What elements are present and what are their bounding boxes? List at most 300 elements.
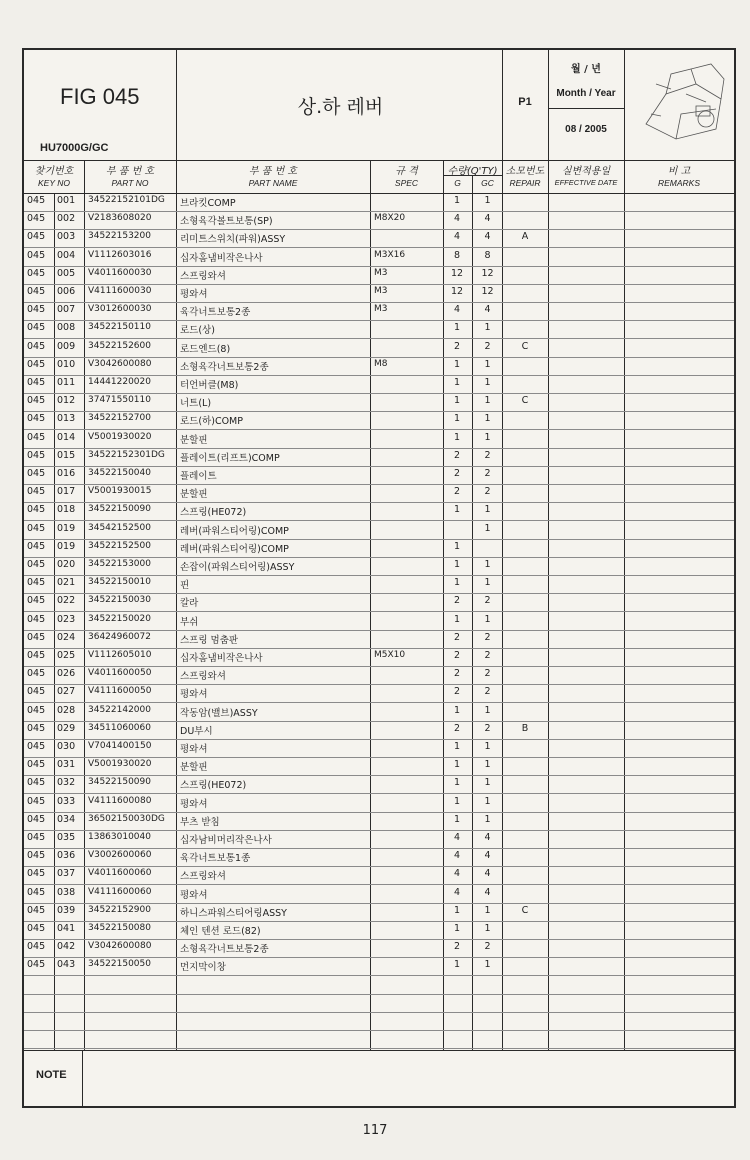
cell-g: 2 <box>453 595 461 607</box>
cell-key: 002 <box>57 213 76 225</box>
cell-gc: 2 <box>484 668 491 680</box>
cell-key: 019 <box>57 540 76 552</box>
column-header <box>24 160 734 194</box>
cell-part: V4111600050 <box>88 686 152 697</box>
table-row <box>24 885 734 904</box>
cell-name: 로드(상) <box>180 325 215 337</box>
table-row <box>24 484 734 503</box>
cell-g: 2 <box>453 340 461 352</box>
table-row <box>24 666 734 685</box>
cell-gc: 1 <box>484 904 491 916</box>
cell-g: 1 <box>453 413 461 425</box>
cell-rep: B <box>521 722 529 734</box>
cell-grp: 045 <box>27 522 46 534</box>
cell-grp: 045 <box>27 777 46 789</box>
cell-part: V5001930020 <box>88 759 152 770</box>
cell-key: 038 <box>57 886 76 898</box>
cell-g: 4 <box>453 832 461 843</box>
remarks-header: REMARKS <box>657 178 701 188</box>
cell-gc: 1 <box>484 741 491 752</box>
cell-name: 손잡이(파워스티어링)ASSY <box>180 562 295 573</box>
cell-gc: 1 <box>484 959 491 971</box>
cell-key: 001 <box>57 195 76 206</box>
cell-g: 1 <box>453 504 461 516</box>
cell-gc: 4 <box>484 868 491 880</box>
cell-name: 리미트스위치(파워)ASSY <box>180 234 286 246</box>
cell-grp: 045 <box>27 267 46 279</box>
cell-gc: 1 <box>484 613 491 625</box>
table-row <box>24 430 734 449</box>
cell-grp: 045 <box>27 540 46 552</box>
cell-key: 025 <box>57 650 76 661</box>
table-row <box>24 521 734 540</box>
cell-grp: 045 <box>27 631 46 643</box>
part-name-header: PART NAME <box>248 178 298 188</box>
cell-gc: 2 <box>484 468 491 479</box>
table-row <box>24 575 734 594</box>
cell-grp: 045 <box>27 832 46 843</box>
table-row <box>24 193 734 212</box>
cell-name: 스프링와셔 <box>180 671 226 683</box>
cell-g: 2 <box>453 468 461 479</box>
table-row <box>24 266 734 285</box>
cell-key: 039 <box>57 904 76 916</box>
table-row <box>24 302 734 321</box>
cell-part: 34522150090 <box>88 777 151 788</box>
cell-gc: 2 <box>484 650 491 661</box>
table-row <box>24 976 734 995</box>
cell-g: 1 <box>453 377 461 388</box>
cell-spec: M8X20 <box>374 213 406 224</box>
table-row <box>24 393 734 412</box>
cell-g: 1 <box>453 777 461 789</box>
key-no-header: KEY NO <box>38 178 70 188</box>
cell-g: 2 <box>453 941 461 953</box>
cell-g: 1 <box>453 795 461 807</box>
cell-part: 34522152600 <box>88 340 151 351</box>
cell-part: 34522142000 <box>88 704 151 715</box>
cell-g: 4 <box>453 886 461 898</box>
cell-spec: M3 <box>374 267 388 278</box>
table-row <box>24 703 734 722</box>
cell-grp: 045 <box>27 486 46 498</box>
cell-gc: 1 <box>484 395 491 407</box>
table-row <box>24 1012 734 1031</box>
cell-g: 1 <box>453 195 461 206</box>
table-row <box>24 375 734 394</box>
cell-grp: 045 <box>27 886 46 898</box>
cell-g: 1 <box>453 559 461 570</box>
table-row <box>24 539 734 558</box>
cell-name: 레버(파워스티어링)COMP <box>180 543 289 555</box>
cell-grp: 045 <box>27 813 46 825</box>
cell-part: V4111600060 <box>88 886 152 897</box>
cell-gc: 4 <box>484 886 491 898</box>
table-row <box>24 848 734 867</box>
cell-part: 14441220020 <box>88 377 151 387</box>
table-row <box>24 939 734 958</box>
table-row <box>24 320 734 339</box>
table-row <box>24 557 734 576</box>
cell-grp: 045 <box>27 795 46 807</box>
cell-g: 2 <box>453 631 461 643</box>
cell-gc: 1 <box>484 358 491 370</box>
cell-g: 1 <box>453 959 461 971</box>
spec-header-ko: 규 격 <box>395 166 418 177</box>
cell-grp: 045 <box>27 959 46 971</box>
cell-name: 핀 <box>180 580 190 592</box>
cell-key: 033 <box>57 795 76 807</box>
cell-name: 소형육각볼트보통(SP) <box>180 216 273 228</box>
cell-key: 030 <box>57 741 76 752</box>
cell-part: 34522150020 <box>88 613 151 624</box>
cell-grp: 045 <box>27 358 46 370</box>
cell-part: 34522152101DG <box>88 195 165 205</box>
cell-part: 34522150050 <box>88 959 151 970</box>
cell-g: 1 <box>453 322 461 334</box>
cell-grp: 045 <box>27 904 46 916</box>
table-row <box>24 339 734 358</box>
cell-grp: 045 <box>27 559 46 570</box>
cell-g: 8 <box>453 249 461 261</box>
note-label: NOTE <box>36 1069 67 1081</box>
cell-grp: 045 <box>27 395 46 407</box>
cell-gc: 8 <box>484 249 491 261</box>
cell-grp: 045 <box>27 577 46 589</box>
cell-gc: 1 <box>484 504 491 516</box>
cell-grp: 045 <box>27 650 46 661</box>
spec-header: SPEC <box>394 178 419 188</box>
cell-key: 035 <box>57 832 76 843</box>
machine-thumbnail-icon <box>636 54 732 150</box>
cell-grp: 045 <box>27 704 46 716</box>
cell-key: 017 <box>57 486 76 498</box>
cell-gc: 1 <box>484 795 491 807</box>
cell-gc: 1 <box>484 377 491 388</box>
cell-grp: 045 <box>27 504 46 516</box>
cell-key: 011 <box>57 377 76 388</box>
cell-name: 레버(파워스티어링)COMP <box>180 525 289 537</box>
cell-rep: A <box>521 231 529 243</box>
cell-name: 칼라 <box>180 598 199 610</box>
cell-key: 034 <box>57 813 76 825</box>
cell-grp: 045 <box>27 231 46 243</box>
page-id: P1 <box>518 96 532 108</box>
cell-gc: 1 <box>484 322 491 334</box>
table-row <box>24 866 734 885</box>
cell-key: 004 <box>57 249 76 261</box>
cell-grp: 045 <box>27 759 46 771</box>
cell-key: 032 <box>57 777 76 789</box>
cell-key: 014 <box>57 431 76 443</box>
table-row <box>24 248 734 267</box>
cell-g: 1 <box>453 759 461 771</box>
part-no-header-ko: 부 품 번 호 <box>105 166 155 177</box>
cell-gc: 2 <box>484 449 491 461</box>
cell-part: 13863010040 <box>88 832 151 842</box>
cell-gc: 4 <box>484 213 491 225</box>
cell-name: 스프링(HE072) <box>180 780 247 792</box>
cell-name: 육각너트보통2종 <box>180 307 251 319</box>
effective-date-header-ko: 실변적용일 <box>561 166 611 177</box>
cell-gc: 4 <box>484 832 491 843</box>
cell-name: 스프링와셔 <box>180 871 226 883</box>
cell-gc: 4 <box>484 850 491 862</box>
month-year-value: 08 / 2005 <box>565 124 607 135</box>
cell-spec: M8 <box>374 358 388 369</box>
cell-gc: 1 <box>484 577 491 589</box>
month-year-label-ko: 월 / 년 <box>571 64 601 75</box>
cell-gc: 2 <box>484 686 491 698</box>
cell-name: 소형육각너트보통2종 <box>180 361 269 373</box>
cell-part: V4111600080 <box>88 795 152 806</box>
cell-part: 34522153000 <box>88 559 151 569</box>
cell-key: 008 <box>57 322 76 334</box>
cell-spec: M3 <box>374 304 388 315</box>
part-name-header-ko: 부 품 번 호 <box>248 166 298 177</box>
month-year-label-en: Month / Year <box>556 88 616 99</box>
cell-part: 34522152301DG <box>88 449 165 460</box>
cell-gc: 2 <box>484 486 491 498</box>
table-row <box>24 812 734 831</box>
cell-part: V1112605010 <box>88 650 152 660</box>
cell-name: 평와셔 <box>180 744 208 755</box>
cell-rep: C <box>521 904 529 916</box>
cell-key: 022 <box>57 595 76 607</box>
cell-g: 1 <box>453 813 461 825</box>
table-row <box>24 448 734 467</box>
cell-grp: 045 <box>27 722 46 734</box>
cell-g: 1 <box>453 923 461 934</box>
cell-key: 031 <box>57 759 76 771</box>
table-row <box>24 211 734 230</box>
cell-part: 34522150030 <box>88 595 151 606</box>
cell-key: 028 <box>57 704 76 716</box>
cell-gc: 1 <box>484 559 491 570</box>
cell-key: 012 <box>57 395 76 407</box>
cell-name: 평와셔 <box>180 889 208 901</box>
cell-name: 터언버클(M8) <box>180 380 239 391</box>
cell-name: 로드엔드(8) <box>180 343 231 355</box>
table-row <box>24 775 734 794</box>
cell-g: 12 <box>450 267 464 279</box>
table-row <box>24 957 734 976</box>
cell-grp: 045 <box>27 249 46 261</box>
cell-part: V1112603016 <box>88 249 152 260</box>
cell-name: 스프링 멈춤판 <box>180 634 239 646</box>
cell-part: V5001930020 <box>88 431 152 442</box>
cell-name: 체인 텐션 로드(82) <box>180 926 261 937</box>
cell-part: 34522150080 <box>88 923 151 933</box>
cell-key: 003 <box>57 231 76 243</box>
cell-gc: 1 <box>484 759 491 771</box>
cell-g: 4 <box>453 231 461 243</box>
cell-key: 021 <box>57 577 76 589</box>
cell-rep: C <box>521 395 529 407</box>
cell-key: 005 <box>57 267 76 279</box>
cell-name: 플레이트(리프트)COMP <box>180 452 280 464</box>
cell-grp: 045 <box>27 686 46 698</box>
cell-gc: 1 <box>484 431 491 443</box>
cell-g: 2 <box>453 650 461 661</box>
cell-part: V4011600060 <box>88 868 152 879</box>
cell-part: V4011600050 <box>88 668 152 679</box>
cell-grp: 045 <box>27 741 46 752</box>
cell-g: 1 <box>453 904 461 916</box>
cell-name: 플레이트 <box>180 471 217 482</box>
qty-header-ko: 수량(Q'TY) <box>447 166 498 177</box>
cell-key: 019 <box>57 522 76 534</box>
cell-key: 016 <box>57 468 76 479</box>
cell-grp: 045 <box>27 286 46 297</box>
cell-name: 평와셔 <box>180 798 208 810</box>
cell-part: 34522150010 <box>88 577 151 588</box>
cell-g: 1 <box>453 741 461 752</box>
table-row <box>24 502 734 521</box>
cell-g: 1 <box>453 395 461 407</box>
cell-key: 010 <box>57 358 76 370</box>
cell-key: 006 <box>57 286 76 297</box>
table-row <box>24 284 734 303</box>
cell-name: 브라킷COMP <box>180 198 236 209</box>
cell-gc: 2 <box>484 595 491 607</box>
cell-key: 023 <box>57 613 76 625</box>
table-row <box>24 630 734 649</box>
cell-name: 로드(하)COMP <box>180 416 243 428</box>
cell-grp: 045 <box>27 923 46 934</box>
cell-part: V3042600080 <box>88 358 152 369</box>
cell-gc: 4 <box>484 304 491 316</box>
cell-g: 2 <box>453 449 461 461</box>
cell-part: V7041400150 <box>88 741 152 751</box>
cell-grp: 045 <box>27 213 46 225</box>
cell-grp: 045 <box>27 377 46 388</box>
cell-gc: 1 <box>484 923 491 934</box>
table-row <box>24 229 734 248</box>
cell-part: V5001930015 <box>88 486 152 497</box>
cell-name: 십자홈냄비작은나사 <box>180 252 263 264</box>
cell-part: 37471550110 <box>88 395 151 406</box>
cell-part: 34522152700 <box>88 413 151 424</box>
cell-name: 육각너트보통1종 <box>180 853 251 865</box>
cell-part: V4011600030 <box>88 267 152 278</box>
repair-header-ko: 소모번도 <box>505 166 545 177</box>
cell-key: 024 <box>57 631 76 643</box>
cell-part: V3042600080 <box>88 941 152 952</box>
cell-g: 2 <box>453 668 461 680</box>
cell-g: 2 <box>453 486 461 498</box>
cell-name: 부츠 받침 <box>180 816 220 828</box>
cell-grp: 045 <box>27 468 46 479</box>
cell-part: 34522150110 <box>88 322 151 333</box>
cell-grp: 045 <box>27 413 46 425</box>
cell-key: 027 <box>57 686 76 698</box>
page-number: 117 <box>362 1123 388 1138</box>
table-row <box>24 794 734 813</box>
cell-rep: C <box>521 340 529 352</box>
cell-g: 1 <box>453 540 461 552</box>
table-row <box>24 739 734 758</box>
cell-spec: M3X16 <box>374 249 406 260</box>
cell-part: 34542152500 <box>88 522 151 533</box>
cell-gc: 1 <box>484 413 491 425</box>
cell-g: 4 <box>453 213 461 225</box>
cell-name: 먼지막이창 <box>180 962 226 974</box>
cell-name: 분할핀 <box>180 762 208 774</box>
cell-part: 34522152500 <box>88 540 151 551</box>
cell-key: 041 <box>57 923 76 934</box>
cell-g: 1 <box>453 704 461 716</box>
note-section <box>24 1050 734 1107</box>
cell-grp: 045 <box>27 668 46 680</box>
cell-key: 020 <box>57 559 76 570</box>
cell-name: 십자홈냄비작은나사 <box>180 653 263 664</box>
cell-grp: 045 <box>27 850 46 862</box>
cell-grp: 045 <box>27 941 46 953</box>
cell-name: 작동암(밸브)ASSY <box>180 707 258 719</box>
table-row <box>24 757 734 776</box>
cell-part: 36424960072 <box>88 631 151 642</box>
cell-gc: 4 <box>484 231 491 243</box>
cell-g: 4 <box>453 304 461 316</box>
table-row <box>24 830 734 849</box>
cell-grp: 045 <box>27 322 46 334</box>
qty-g-header: G <box>454 178 461 188</box>
cell-key: 037 <box>57 868 76 880</box>
cell-g: 2 <box>453 722 461 734</box>
repair-header: REPAIR <box>509 178 541 188</box>
cell-grp: 045 <box>27 868 46 880</box>
cell-gc: 12 <box>481 286 494 297</box>
cell-part: V2183608020 <box>88 213 152 224</box>
table-row <box>24 411 734 430</box>
cell-name: 스프링와셔 <box>180 270 226 282</box>
cell-name: 분할핀 <box>180 434 208 446</box>
table-row <box>24 684 734 703</box>
cell-part: V3012600030 <box>88 304 152 315</box>
cell-key: 036 <box>57 850 76 862</box>
cell-part: 34522150040 <box>88 468 151 478</box>
cell-name: 부쉬 <box>180 616 199 628</box>
cell-part: 34522152900 <box>88 904 151 915</box>
part-no-header: PART NO <box>111 178 149 188</box>
cell-key: 018 <box>57 504 76 516</box>
table-row <box>24 903 734 922</box>
effective-date-header: EFFECTIVE DATE <box>554 178 618 187</box>
table-row <box>24 357 734 376</box>
table-row <box>24 612 734 631</box>
cell-grp: 045 <box>27 304 46 316</box>
cell-g: 4 <box>453 850 461 862</box>
cell-g: 1 <box>453 577 461 589</box>
cell-gc: 1 <box>484 704 491 716</box>
cell-name: 스프링(HE072) <box>180 507 247 519</box>
cell-name: 소형육각너트보통2종 <box>180 944 269 956</box>
cell-g: 2 <box>453 686 461 698</box>
cell-g: 12 <box>450 286 464 297</box>
cell-gc: 2 <box>484 631 491 643</box>
table-row <box>24 721 734 740</box>
table-row <box>24 921 734 940</box>
cell-key: 015 <box>57 449 76 461</box>
cell-key: 026 <box>57 668 76 680</box>
cell-key: 042 <box>57 941 76 953</box>
key-no-header-ko: 찾기번호 <box>34 166 74 177</box>
cell-grp: 045 <box>27 613 46 625</box>
cell-gc: 1 <box>484 522 491 534</box>
cell-name: 너트(L) <box>180 398 212 410</box>
remarks-header-ko: 비 고 <box>667 166 691 177</box>
